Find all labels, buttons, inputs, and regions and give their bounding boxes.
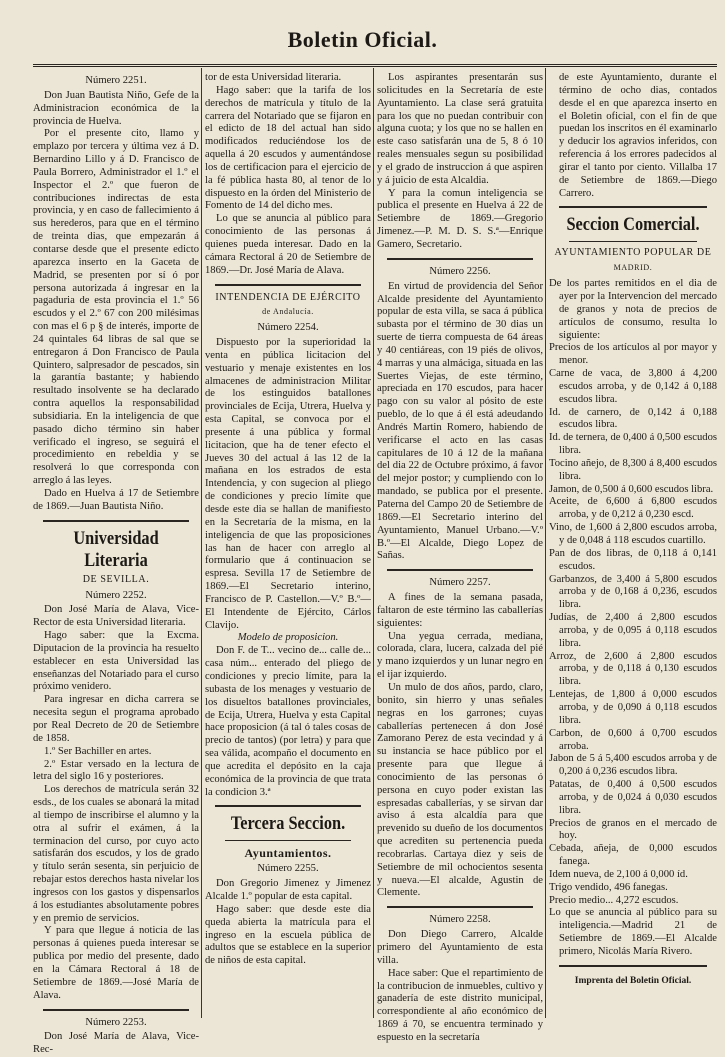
column-divider: [201, 68, 202, 1018]
notice-number: Número 2252.: [85, 589, 147, 601]
notice-number: Número 2253.: [85, 1016, 147, 1028]
paragraph: Don Gregorio Jimenez y Jimenez Alcalde 1.º popular de esta capital.: [205, 878, 371, 903]
price-line: Precios de granos en el mercado de hoy.: [549, 817, 717, 842]
paragraph: Hago saber: que desde este dia queda abierta la matrícula para el ingreso en la escuela pública de adultos que se establece en la superior de niños de esta capital.: [205, 903, 371, 967]
paragraph: tor de esta Universidad literaria.: [205, 72, 342, 83]
price-line: Carbon, de 0,600 á 0,700 escudos arroba.: [549, 727, 717, 752]
paragraph: de este Ayuntamiento, durante el término de ocho dias, contados desde el en que aparezca inserto en el Boletin oficial, con el fin de que puedan los inscritos en él examinarlo y deducir los agravios inferidos, con referencia á los errores padecidos al girar el tanto por ciento. Villalba 17 de Setiembre de 1869.—Diego Carrero.: [559, 72, 717, 199]
column-1: [33, 72, 199, 1056]
section-heading: Tercera Seccion.: [230, 813, 346, 835]
notice-number: Número 2255.: [257, 863, 319, 875]
separator-rule: [387, 569, 533, 571]
paragraph: Los derechos de matrícula serán 32 esds., de los cuales se abonará la mitad al tiempo de inscribirse el alumno y la otra al sufrir el exámen, á la terminacion del curso, por cuyo acto satisfarán dos escudos, y los de grado y título serán sesenta, sin perjuicio de rebajar estos derechos hasta nivelar los ingresos con los gastos y dispensarlos á los estudiantes absolutamente pobres y en premio de servicios.: [33, 784, 199, 924]
italic-subheading: Modelo de proposicion.: [237, 632, 339, 644]
paragraph: Hago saber: que la tarifa de los derechos de matrícula y título de la carrera del Notariado que se fijaron en el edicto de 18 del actual han sido modificados reduciéndose los de aquella á 20 escudos y aumentándose los de certificacion para el ejercicio de la fé pública hasta 80, al tenor de lo dispuesto en la órden del Ministerio de Fomento de 14 del dicho mes.: [205, 84, 371, 212]
notice-number: Número 2258.: [429, 914, 491, 926]
price-line: Idem nueva, de 2,100 á 0,000 íd.: [549, 868, 688, 880]
price-line: Tocino añejo, de 8,300 á 8,400 escudos libra.: [549, 457, 717, 482]
price-line: Precios de los artículos al por mayor y menor.: [549, 342, 717, 367]
separator-rule: [215, 805, 361, 807]
paragraph: Dado en Huelva á 17 de Setiembre de 1869.—Juan Bautista Niño.: [33, 488, 199, 512]
price-line: Patatas, de 0,400 á 0,500 escudos arroba, y de 0,024 á 0,030 escudos libra.: [549, 779, 717, 816]
price-line: Garbanzos, de 3,400 á 5,800 escudos arroba y de 0,168 á 0,236, escudos libra.: [549, 573, 717, 611]
price-line: Pan de dos libras, de 0,118 á 0,141 escudos.: [549, 547, 717, 572]
price-line: Id. de ternera, de 0,400 á 0,500 escudos libra.: [549, 432, 717, 457]
department-heading: AYUNTAMIENTO POPULAR DE: [554, 247, 712, 259]
separator-rule: [215, 284, 361, 286]
paragraph: Don Juan Bautista Niño, Gefe de la Administracion económica de la provincia de Huelva.: [33, 89, 199, 127]
section-heading: Universidad Literaria: [73, 527, 159, 571]
price-line: Aceite, de 6,600 á 6,800 escudos arroba, y de 0,212 á 0,230 escd.: [549, 496, 717, 521]
paragraph: 1.º Ser Bachiller en artes.: [44, 745, 152, 757]
column-divider: [373, 68, 374, 1018]
price-line: Trigo vendido, 496 fanegas.: [549, 881, 668, 893]
price-line: Judías, de 2,400 á 2,800 escudos arroba, y de 0,095 á 0,118 escudos libra.: [549, 612, 717, 649]
paragraph: Lo que se anuncia al público para su inteligencia.—Madrid 21 de Setiembre de 1869.—El Alcalde primero, Nicolás María Rivero.: [549, 907, 717, 957]
price-line: Id. de carnero, de 0,142 á 0,188 escudos libra.: [549, 406, 717, 431]
notice-number: Número 2257.: [429, 577, 491, 589]
price-line: Precio medio... 4,272 escudos.: [549, 894, 679, 906]
separator-rule: [387, 906, 533, 908]
paragraph: Lo que se anuncia al público para conocimiento de las personas á quienes pueda interesar. Dado en la cámara Rectoral á 20 de Setiembre de 1869.—Dr. José María de Alava.: [205, 213, 371, 276]
notice-number: Número 2251.: [85, 75, 147, 86]
paragraph: Los aspirantes presentarán sus solicitudes en la Secretaría de este Ayuntamiento. La clase será gratuita para los que no puedan contribuir con alguna cuota; y los que no se hallen en este caso satisfarán una de 5, 8 ó 10 reales mensuales segun su posibilidad y el grado de instruccion á que aspiren y á juicio de esta Alcaldia.: [377, 72, 543, 186]
paragraph: Dispuesto por la superioridad la venta en pública licitacion del vestuario y menaje existentes en los almacenes de administracion Militar de los estinguidos batallones provinciales de Ecija, Utrera, Huelva y esta Capital, se convoca por el presente á una pública y formal licitacion, que ha de tener efecto el Jueves 30 del actual á las 12 de la mañana en los estrados de esta Intendencia, y con sugecion al pliego de condiciones y precio límite que desde este dia se hallan de manifiesto en la Secretaría de la misma, en la inteligencia de que las proposiciones las han de hacer con arreglo al formulario que á continuacion se espresa. Sevilla 17 de Setiembre de 1869.—El Secretario interino, Francisco de P. Castellon.—V.º B.º—El Intendente de Ejército, Cárlos Clavijo.: [205, 337, 371, 631]
paragraph: Para ingresar en dicha carrera se necesita segun el programa aprobado por Real Decreto de 20 de Setiembre de 1858.: [33, 694, 199, 744]
column-divider: [545, 68, 546, 1018]
paragraph: Por el presente cito, llamo y emplazo por tercera y última vez á D. Bernardino Lillo y á D. Francisco de Paula Borrero, Administrador el 1.º el Inspector el 2.º que fueron de contribuciones indirectas de esta provincia, y en caso de fallecimiento á sus herederos, para que en el término de treinta dias, que empezarán á contarse desde que el presente edicto aparezca inserto en la Gaceta de Madrid, se presenten por sí ó por persona autorizada á ingresar en la pagaduria de esta provincia el 1.º 56 escudos y el 2.º 67 con 200 milésimas con mas el 6 p § de interés, importe de 24 quintales 64 libras de sal que se entregaron á Don Francisco de Paula Quintero, salpresador de pescados, sin la garantía bastante; y habiendo resultado insolvente se ha declarado contra aquellos la responsabilidad subsidiaria. En la inteligencia de que pasado dicho término sin haber verificado el ingreso, se seguirá el procedimiento en rebeldia y se resolverá lo que corresponda con arreglo á las leyes.: [33, 128, 199, 487]
paragraph: Un mulo de dos años, pardo, claro, bonito, sin hierro y unas señales negras en los garrones; cuyas caballerías pertenecen á don José Zamorano Perez de esta vecindad y á su instancia se hace público por el presente para que llegue á conocimiento de las personas ó persona en cuyo poder existan las espresadas caballerías, y se sirvan dar aviso á esta alcaldía para que prevenido su dueño de los documentos que acrediten su pertenencia pueda recobrarlas. Cartaya diez y seis de Setiembre de mil ochocientos sesenta y nueva.—El alcalde, Agustin de Clemente.: [377, 681, 543, 899]
separator-rule: [559, 965, 707, 967]
notice-number: Número 2256.: [429, 265, 491, 277]
column-3: [377, 72, 543, 1043]
price-line: Cebada, añeja, de 0,000 escudos fanega.: [549, 843, 717, 868]
notice-number: Número 2254.: [257, 322, 319, 334]
price-line: Lentejas, de 1,800 á 0,000 escudos arroba, y de 0,090 á 0,118 escudos libra.: [549, 689, 717, 726]
separator-rule: [225, 840, 351, 841]
column-2: [205, 72, 371, 1018]
paragraph: A fines de la semana pasada, faltaron de este término las caballerías siguientes:: [377, 592, 543, 629]
paragraph: 2.º Estar versado en la lectura de letra del siglo 16 y posteriores.: [33, 758, 199, 783]
masthead-rule: [33, 64, 717, 67]
department-subheading: de Andalucía.: [262, 307, 314, 317]
subsection-heading: Ayuntamientos.: [244, 846, 332, 861]
price-line: Jamon, de 0,500 á 0,600 escudos libra.: [549, 483, 714, 495]
separator-rule: [569, 241, 697, 242]
paragraph: En virtud de providencia del Señor Alcalde presidente del Ayuntamiento popular de esta villa, se saca á pública subasta por el término de 30 dias un suerte de tierra compuesta de 64 áreas y 40 centiáreas, con 19 piés de olivos, 4 marras y una almáciga, situada en las Suertes Viejas, de este término, apreciada en 170 escudos, para hacer pago con su valor al pósito de este pueblo, de lo que á él está adeudando Andrés Martin Romero, habiendo de verificarse el acto en las casas capitulares de 10 á 12 de la mañana del dia 22 de Octubre próximo, á favor del mejor postor; y cumpliendo con lo mandado, se publica por el presente. Paterna del Campo 20 de Setiembre de 1869.—El Secretario interino del Ayuntamiento, Manuel Urbano.—V.º B.º—El Alcalde, Diego Lopez de Sañas.: [377, 280, 543, 562]
printer-imprint: Imprenta del Boletin Oficial.: [574, 975, 692, 986]
paragraph: Hace saber: Que el repartimiento de la contribucion de inmuebles, cultivo y ganadería de este distrito municipal, correspondiente al año económico de 1869 á 70, se encuentra terminado y espuesto en la secretaría: [377, 967, 543, 1043]
paragraph: Una yegua cerrada, mediana, colorada, clara, lucera, calzada del pié y mano izquierdos y un lunar negro en el ijar izquierdo.: [377, 630, 543, 681]
price-line: Carne de vaca, de 3,800 á 4,200 escudos arroba, y de 0,142 á 0,188 escudos libra.: [549, 368, 717, 405]
paragraph: Y para que llegue á noticia de las personas á quienes pueda interesar se publica por medio del presente, dado en la Cámara Rectoral á 18 de Setiembre de 1869.—José María de Alava.: [33, 925, 199, 1001]
paragraph: Hago saber: que la Excma. Diputacion de la provincia ha resuelto establecer en esta Universidad las enseñanzas del Notariado para el curso próximo venidero.: [33, 630, 199, 693]
paragraph: De los partes remitidos en el dia de ayer por la Intervencion del mercado de granos y nota de precios de artículos de consumo, resulta lo siguiente:: [549, 278, 717, 341]
price-line: Jabon de 5 á 5,400 escudos arroba y de 0,200 á 0,236 escudos libra.: [549, 753, 717, 778]
department-heading: INTENDENCIA DE EJÉRCITO: [215, 291, 361, 303]
column-4: [549, 72, 717, 1018]
department-subheading: MADRID.: [613, 263, 653, 273]
separator-rule: [43, 1009, 189, 1011]
price-line: Vino, de 1,600 á 2,800 escudos arroba, y de 0,048 á 118 escudos cuartillo.: [549, 522, 717, 546]
paragraph: Don José María de Alava, Vice-Rector de esta Universidad literaria.: [33, 604, 199, 629]
paragraph: Y para la comun inteligencia se publica el presente en Huelva á 22 de Setiembre de 1869.—Gregorio Jimenez.—P. M. D. S. S.ª—Enrique Gamero, Secretario.: [377, 187, 543, 250]
paragraph: Don F. de T... vecino de... calle de... casa núm... enterado del pliego de condiciones y precio límite, para la subasta de los menages y vestuario de los disueltos batallones provinciales, de Ecija, Utrera, Huelva y esta Capital hace proposicion (á tal ó tales cosas de precio de tantos) (por letra) y para que sea válida, acompaño el documento en que acredita el depósito en la caja económica de la provincia de que trata la condicion 3.ª: [205, 645, 371, 798]
price-line: Arroz, de 2,600 á 2,800 escudos arroba, y de 0,118 á 0,130 escudos libra.: [549, 650, 717, 688]
separator-rule: [43, 520, 189, 522]
separator-rule: [559, 206, 707, 208]
section-heading: Seccion Comercial.: [566, 214, 700, 236]
separator-rule: [387, 258, 533, 260]
masthead-title: Boletin Oficial.: [287, 27, 438, 52]
paragraph: Don Diego Carrero, Alcalde primero del Ayuntamiento de esta villa.: [377, 929, 543, 966]
paragraph: Don José María de Alava, Vice-Rec-: [33, 1031, 199, 1056]
department-heading: DE SEVILLA.: [82, 573, 150, 585]
